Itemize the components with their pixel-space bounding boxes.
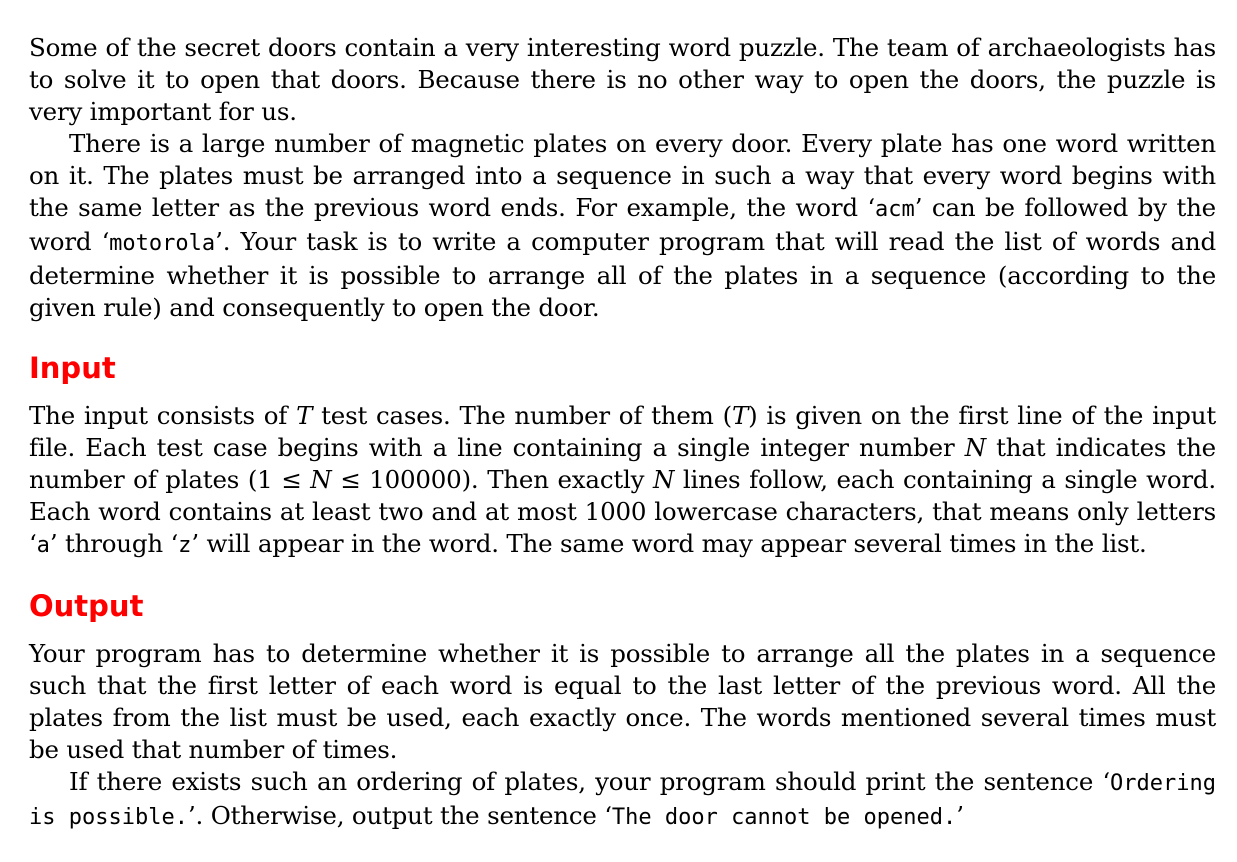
intro-text-a: There is a large number of magnetic plates on every door. Every plate has one word written on it. The plates must be arranged into a sequence in such a way that every word begins with the same letter as the previous word ends. For example, the word ‘ [29,129,1216,222]
input-text-g: ’ through ‘ [49,529,179,558]
output-text-b: ’. Otherwise, output the sentence ‘ [187,801,612,830]
input-text-f: lines follow, each containing a single word. Each word contains at least two and at most 1000 lowercase characters, that means only letters ‘ [29,465,1216,558]
var-T: T [296,401,313,430]
output-heading: Output [29,589,144,623]
var-N: N [964,433,986,462]
var-N: N [652,465,675,494]
output-paragraph-2 [29,766,1216,834]
input-text-b: test cases. The number of them ( [312,401,732,430]
input-text-h: ’ will appear in the word. The same word may appear several times in the list. [191,529,1147,558]
example-word-motorola: motorola [109,231,216,256]
output-text-c: ’ [956,801,964,830]
output-paragraph-1: Your program has to determine whether it is possible to arrange all the plates in a sequence such that the first letter of each word is equal to the last letter of the previous word. All the plates from the list must be used, each exactly once. The words mentioned several times must be used that number of times. [29,639,1216,764]
example-word-acm: acm [875,197,915,222]
output-door-cannot-open: The door cannot be opened. [611,805,957,830]
letter-z: z [178,533,192,558]
var-T: T [731,401,749,430]
input-text-c: ) is given on the first line of the input file. Each test case begins with a line containing a single integer number [29,401,1217,462]
var-N: N [310,465,332,494]
output-text-a: If there exists such an ordering of plates, your program should print the sentence ‘ [69,767,1111,796]
intro-text-c: ’. Your task is to write a computer program that will read the list of words and determine whether it is possible to arrange all of the plates in a sequence (according to the given rule) and consequently to open the door. [29,227,1216,322]
input-text-a: The input consists of [29,401,297,430]
output-ordering-possible: Ordering is possible. [29,771,1216,830]
letter-a: a [36,533,50,558]
input-heading: Input [29,351,116,385]
input-paragraph [29,400,1216,562]
input-text-e: ≤ 100000). Then exactly [331,465,653,494]
input-text-d: that indicates the number of plates (1 ≤ [29,433,1216,494]
intro-paragraph-2 [29,128,1216,324]
intro-paragraph-1: Some of the secret doors contain a very interesting word puzzle. The team of archaeologists has to solve it to open that doors. Because there is no other way to open the doors, the puzzle is very important for us. [29,33,1216,126]
intro-text-b: ’ can be followed by the word ‘ [29,193,1216,256]
